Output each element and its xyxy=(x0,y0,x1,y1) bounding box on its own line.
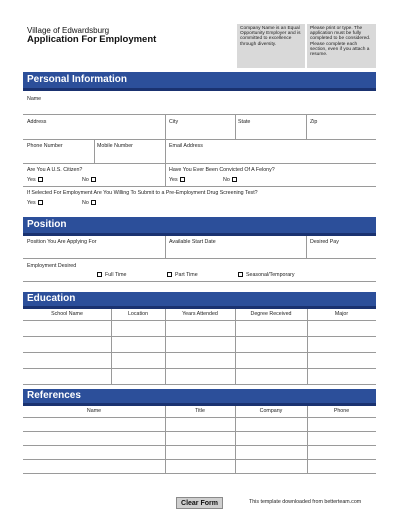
section-title: Personal Information xyxy=(27,74,128,85)
references-table xyxy=(23,406,376,476)
email-label: Email Address xyxy=(169,143,203,149)
citizen-question: Are You A U.S. Citizen? xyxy=(27,167,83,173)
full-time-option[interactable]: Full Time xyxy=(97,272,127,278)
references-header-phone: Phone xyxy=(333,408,350,414)
reference-row[interactable] xyxy=(23,459,376,460)
instructions-notice: Please print or type. The application must be fully completed to be considered. Please complete each section, even if you attach a resume. xyxy=(307,24,376,68)
section-position xyxy=(23,217,376,236)
citizen-yes-option[interactable]: Yes xyxy=(27,177,43,183)
name-field[interactable] xyxy=(23,114,376,115)
drug-yes-checkbox[interactable] xyxy=(38,200,43,205)
section-personal-information xyxy=(23,72,376,91)
reference-row[interactable] xyxy=(23,445,376,446)
references-header-name: Name xyxy=(86,408,102,414)
full-time-checkbox[interactable] xyxy=(97,272,102,277)
position-applying-label: Position You Are Applying For xyxy=(27,239,97,245)
drug-no-option[interactable]: No xyxy=(82,200,96,206)
citizen-no-checkbox[interactable] xyxy=(91,177,96,182)
state-label: State xyxy=(238,119,251,125)
felony-question: Have You Ever Been Convicted Of A Felony? xyxy=(169,167,275,173)
reference-row[interactable] xyxy=(23,431,376,432)
name-label: Name xyxy=(27,96,42,102)
form-title: Application For Employment xyxy=(27,34,157,45)
education-header-school: School Name xyxy=(51,311,83,317)
organization-name: Village of Edwardsburg xyxy=(27,26,110,35)
felony-no-option[interactable]: No xyxy=(223,177,237,183)
education-table xyxy=(23,309,376,385)
template-credit: This template downloaded from betterteam.com xyxy=(249,499,362,505)
education-header-degree: Degree Received xyxy=(250,311,292,317)
city-label: City xyxy=(169,119,179,125)
seasonal-option[interactable]: Seasonal/Temporary xyxy=(238,272,295,278)
education-row[interactable] xyxy=(23,384,376,385)
start-date-label: Available Start Date xyxy=(169,239,216,245)
contact-row[interactable] xyxy=(23,163,376,164)
education-header-years: Years Attended xyxy=(182,311,218,317)
zip-label: Zip xyxy=(310,119,318,125)
citizen-no-option[interactable]: No xyxy=(82,177,96,183)
drug-yes-option[interactable]: Yes xyxy=(27,200,43,206)
education-header-location: Location xyxy=(127,311,149,317)
section-references xyxy=(23,389,376,406)
section-title: Education xyxy=(27,293,76,304)
felony-no-checkbox[interactable] xyxy=(232,177,237,182)
part-time-option[interactable]: Part Time xyxy=(167,272,198,278)
reference-row[interactable] xyxy=(23,473,376,474)
mobile-label: Mobile Number xyxy=(97,143,133,149)
seasonal-checkbox[interactable] xyxy=(238,272,243,277)
address-row[interactable] xyxy=(23,139,376,140)
section-title: Position xyxy=(27,219,67,230)
education-row[interactable] xyxy=(23,352,376,353)
felony-yes-option[interactable]: Yes xyxy=(169,177,185,183)
employment-desired-label: Employment Desired xyxy=(27,263,77,269)
phone-label: Phone Number xyxy=(27,143,63,149)
felony-yes-checkbox[interactable] xyxy=(180,177,185,182)
part-time-checkbox[interactable] xyxy=(167,272,172,277)
references-header-title: Title xyxy=(195,408,205,414)
desired-pay-label: Desired Pay xyxy=(310,239,339,245)
section-education xyxy=(23,292,376,309)
references-header-company: Company xyxy=(259,408,283,414)
eeo-notice: Company Name is an Equal Opportunity Employer and is committed to excellence through diversity. xyxy=(237,24,305,68)
position-row[interactable] xyxy=(23,258,376,259)
education-header-major: Major xyxy=(334,311,349,317)
drug-test-question: If Selected For Employment Are You Willing To Submit to a Pre-Employment Drug Screening Test? xyxy=(27,190,258,196)
education-row[interactable] xyxy=(23,368,376,369)
education-row[interactable] xyxy=(23,336,376,337)
address-label: Address xyxy=(27,119,47,125)
section-title: References xyxy=(27,390,81,401)
drug-no-checkbox[interactable] xyxy=(91,200,96,205)
citizen-yes-checkbox[interactable] xyxy=(38,177,43,182)
clear-form-button[interactable]: Clear Form xyxy=(176,497,223,509)
